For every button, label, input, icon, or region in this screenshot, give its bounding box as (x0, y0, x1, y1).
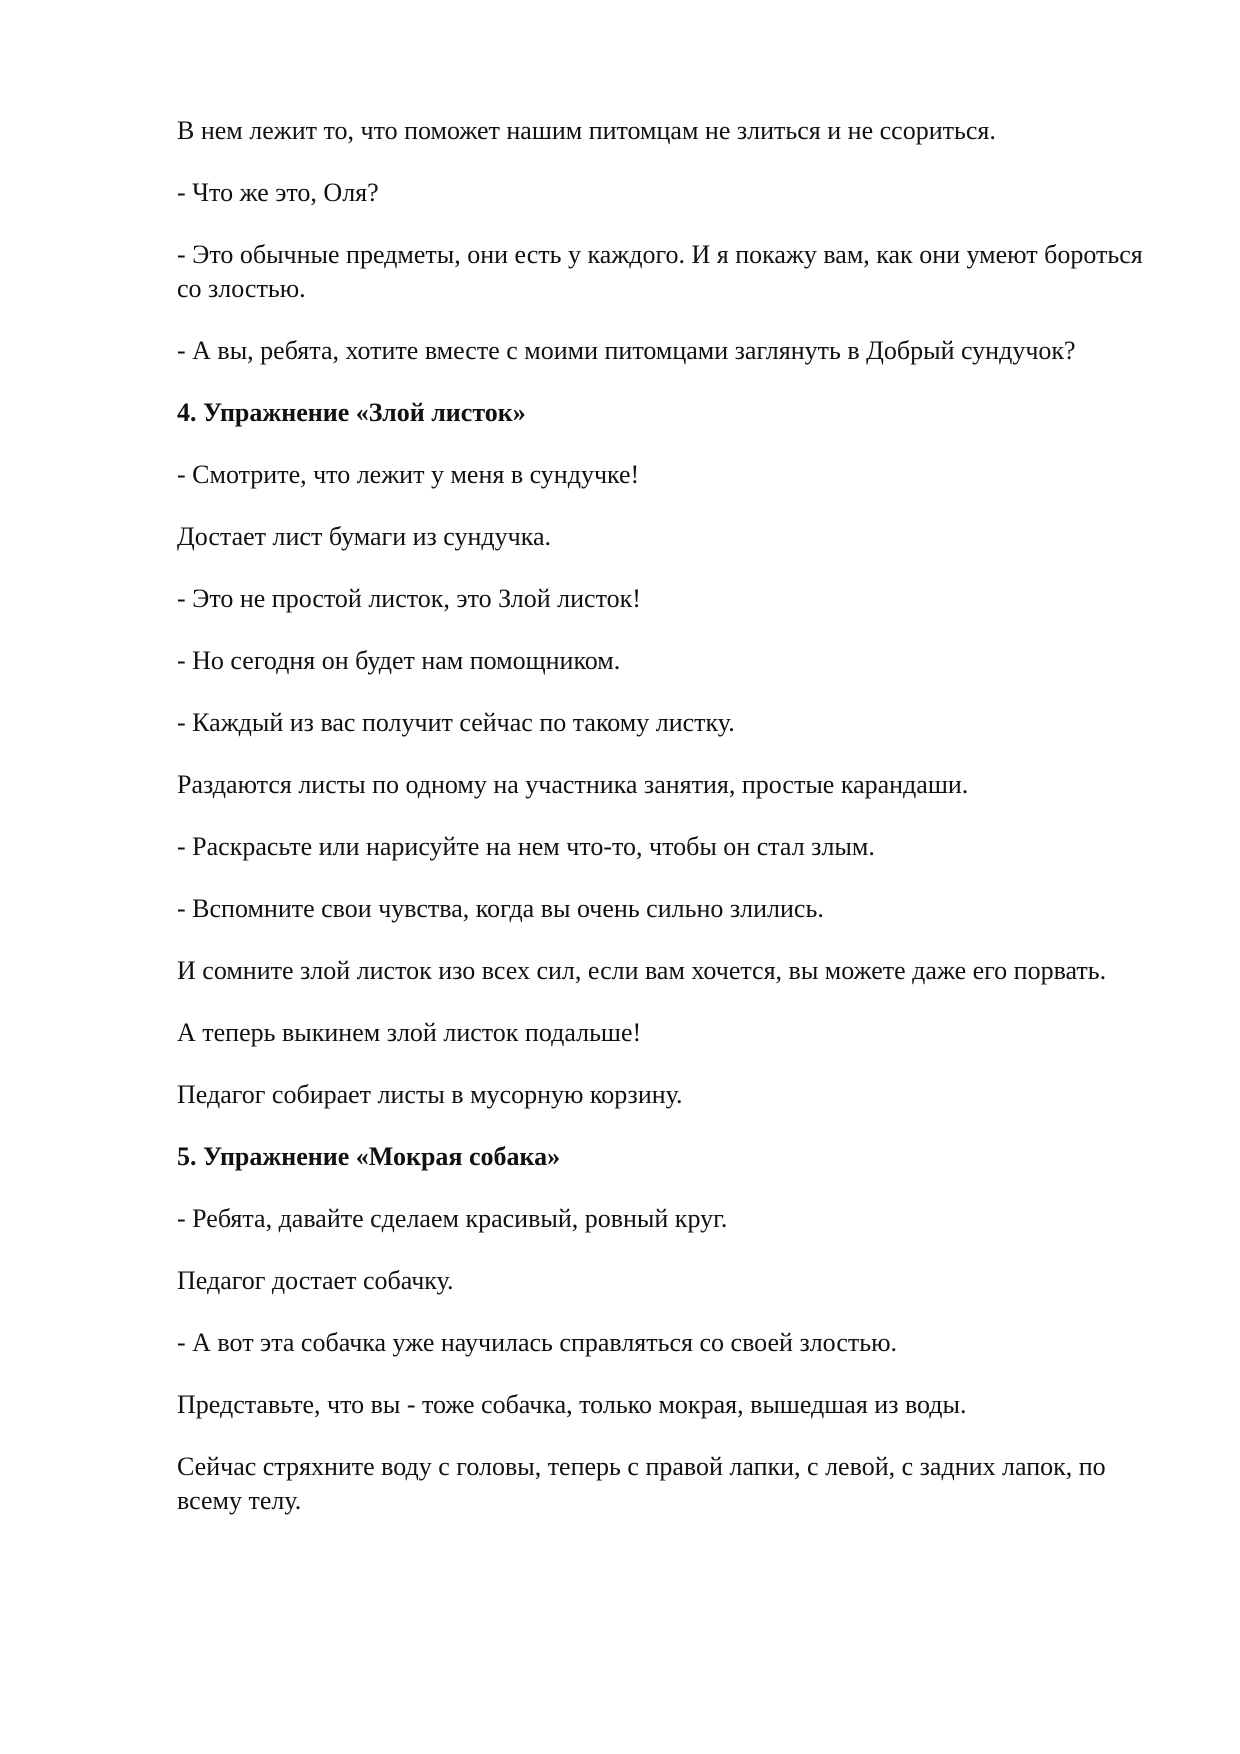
document-body (177, 114, 1167, 1546)
section-heading: 4. Упражнение «Злой листок» (177, 398, 526, 427)
paragraph: Раздаются листы по одному на участника занятия, простые карандаши. (177, 770, 969, 799)
paragraph: - А вы, ребята, хотите вместе с моими питомцами заглянуть в Добрый сундучок? (177, 336, 1076, 365)
paragraph: - А вот эта собачка уже научилась справляться со своей злостью. (177, 1328, 898, 1357)
paragraph: А теперь выкинем злой листок подальше! (177, 1018, 642, 1047)
paragraph: И сомните злой листок изо всех сил, если вам хочется, вы можете даже его порвать. (177, 956, 1107, 985)
paragraph: - Ребята, давайте сделаем красивый, ровный круг. (177, 1204, 728, 1233)
paragraph: Педагог достает собачку. (177, 1266, 454, 1295)
paragraph: Сейчас стряхните воду с головы, теперь с правой лапки, с левой, с задних лапок, по всему телу. (177, 1452, 1106, 1515)
section-heading: 5. Упражнение «Мокрая собака» (177, 1142, 561, 1171)
paragraph: - Это обычные предметы, они есть у каждого. И я покажу вам, как они умеют бороться со злостью. (177, 240, 1143, 303)
paragraph: - Вспомните свои чувства, когда вы очень сильно злились. (177, 894, 824, 923)
paragraph: Достает лист бумаги из сундучка. (177, 522, 552, 551)
paragraph: - Но сегодня он будет нам помощником. (177, 646, 621, 675)
paragraph: - Что же это, Оля? (177, 178, 379, 207)
paragraph: Педагог собирает листы в мусорную корзину. (177, 1080, 683, 1109)
paragraph: - Раскрасьте или нарисуйте на нем что-то, чтобы он стал злым. (177, 832, 875, 861)
paragraph: - Это не простой листок, это Злой листок! (177, 584, 641, 613)
paragraph: Представьте, что вы - тоже собачка, только мокрая, вышедшая из воды. (177, 1390, 967, 1419)
paragraph: - Каждый из вас получит сейчас по такому листку. (177, 708, 735, 737)
paragraph: В нем лежит то, что поможет нашим питомцам не злиться и не ссориться. (177, 116, 996, 145)
paragraph: - Смотрите, что лежит у меня в сундучке! (177, 460, 640, 489)
